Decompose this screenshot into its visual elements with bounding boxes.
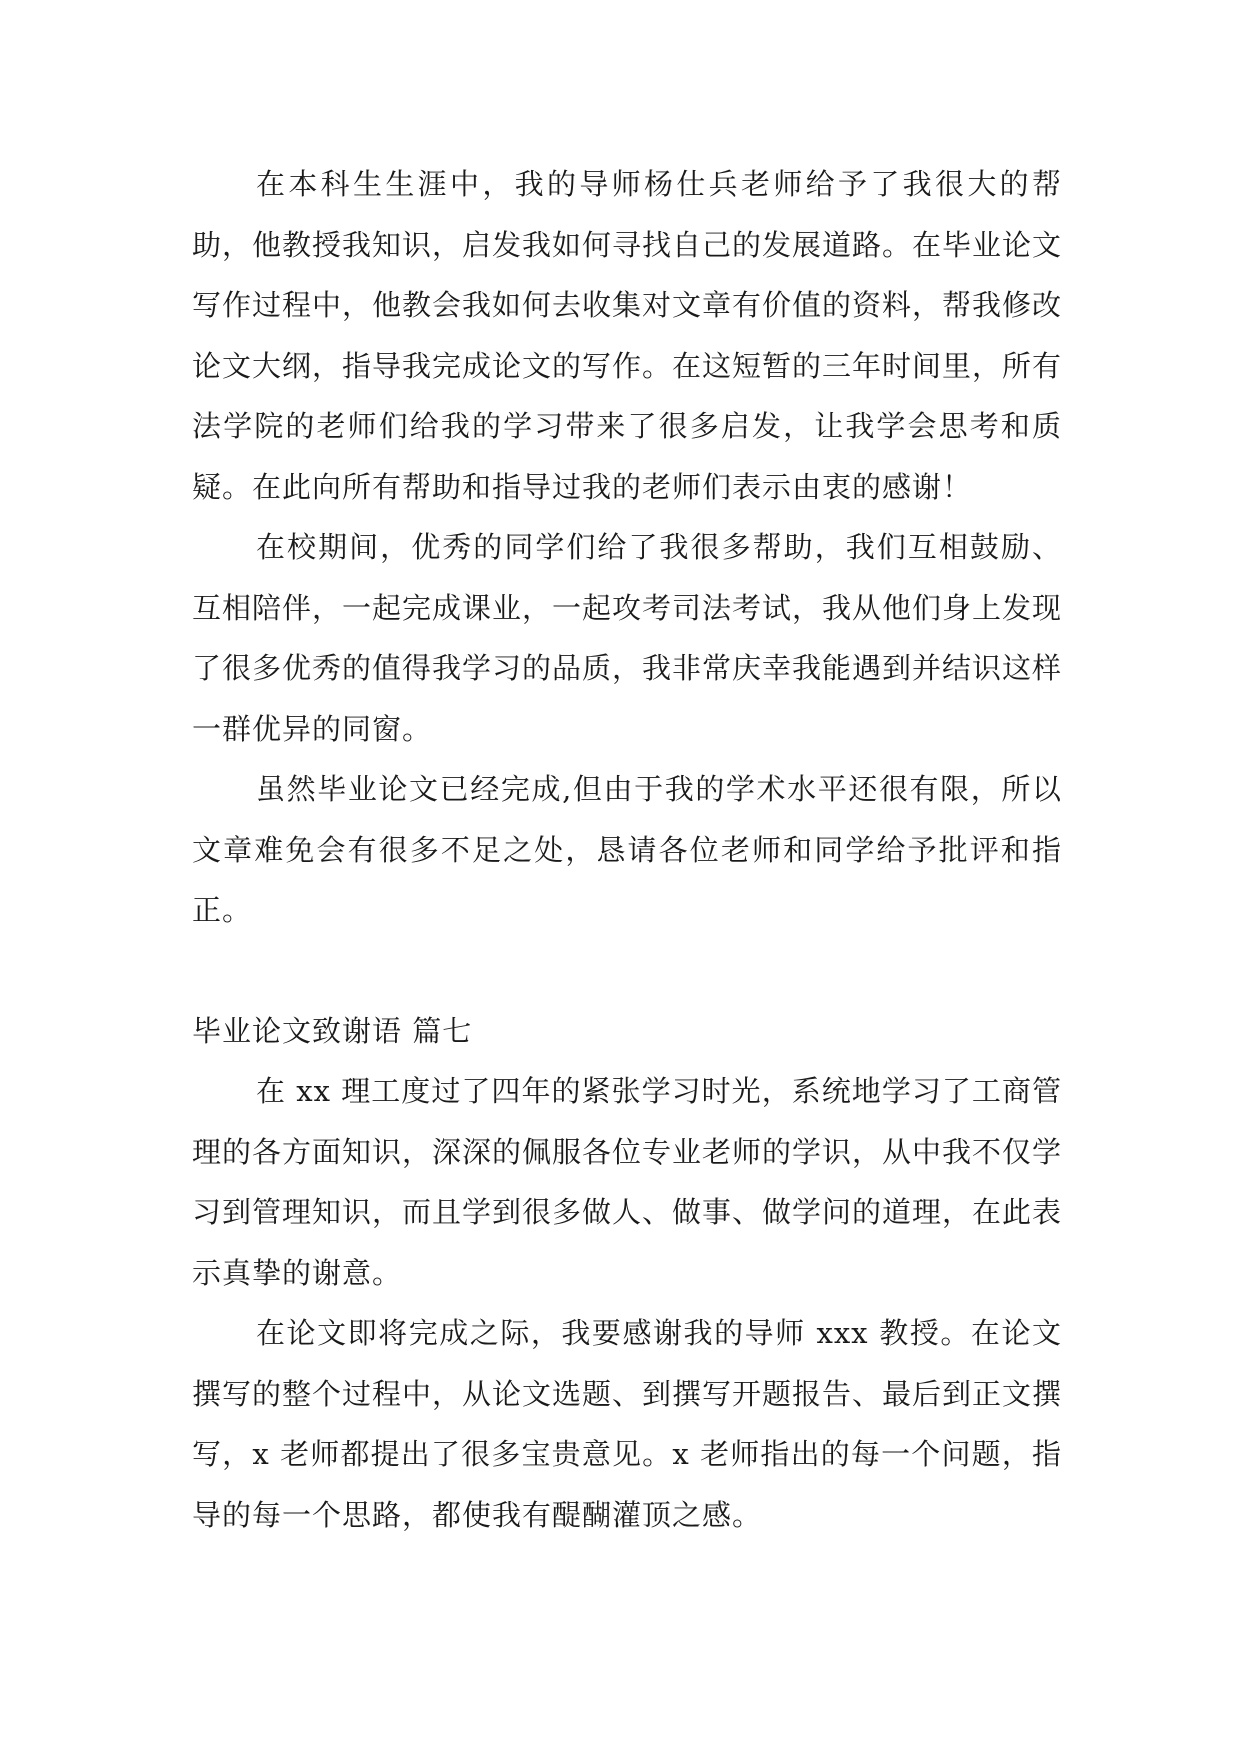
- document-body: [192, 154, 1062, 1545]
- paragraph-study-years: 在 xx 理工度过了四年的紧张学习时光，系统地学习了工商管理的各方面知识，深深的佩服各位专业老师的学识，从中我不仅学习到管理知识，而且学到很多做人、做事、做学问的道理，在此表示真挚的谢意。: [192, 1074, 1063, 1290]
- section-heading: 毕业论文致谢语 篇七: [192, 1013, 473, 1048]
- paragraph-closing-remarks: 虽然毕业论文已经完成,但由于我的学术水平还很有限，所以文章难免会有很多不足之处，恳请各位老师和同学给予批评和指正。: [192, 772, 1062, 927]
- paragraph-mentor-thanks: 在本科生生涯中，我的导师杨仕兵老师给予了我很大的帮助，他教授我知识，启发我如何寻找自己的发展道路。在毕业论文写作过程中，他教会我如何去收集对文章有价值的资料，帮我修改论文大纲，指导我完成论文的写作。在这短暂的三年时间里，所有法学院的老师们给我的学习带来了很多启发，让我学会思考和质疑。在此向所有帮助和指导过我的老师们表示由衷的感谢！: [192, 167, 1063, 504]
- paragraph-professor-thanks: 在论文即将完成之际，我要感谢我的导师 xxx 教授。在论文撰写的整个过程中，从论文选题、到撰写开题报告、最后到正文撰写，x 老师都提出了很多宝贵意见。x 老师指出的每一个问题，指导的每一个思路，都使我有醍醐灌顶之感。: [192, 1316, 1063, 1532]
- paragraph-classmates-thanks: 在校期间，优秀的同学们给了我很多帮助，我们互相鼓励、互相陪伴，一起完成课业，一起攻考司法考试，我从他们身上发现了很多优秀的值得我学习的品质，我非常庆幸我能遇到并结识这样一群优异的同窗。: [192, 530, 1063, 746]
